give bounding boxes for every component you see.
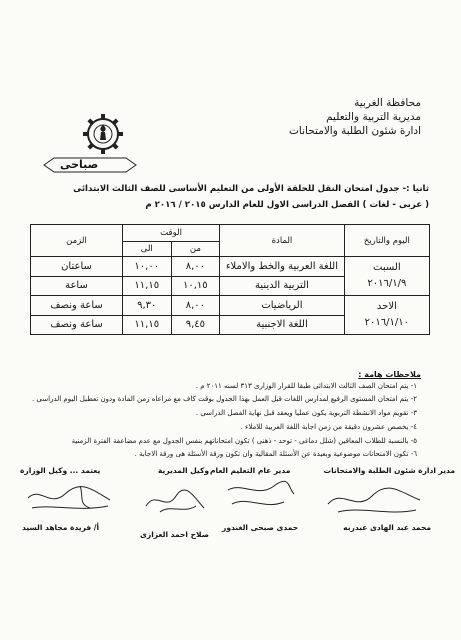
from-cell: ١٠,١٥ [171,276,220,296]
day-name: السبت [373,262,401,273]
note-item: ٦- تكون الامتحانات موضوعية وبعيدة عن الأسئلة المقالية وان تكون ورقة الأسئلة هى ورقة الاجابة . [134,450,417,458]
student-affairs-director-title: مدير ادارة شئون الطلبة والامتحانات [323,466,455,475]
directorate-deputy-title: وكيل المديرية [158,466,209,475]
session-label: صباحى [60,158,99,171]
table-row [31,257,430,277]
note-item: ٤- يخصص عشرون دقيقة من زمن اجابة اللغة العربية للاملاء . [240,423,417,431]
day-date: ٢٠١٦/١/٩ [367,278,407,289]
notes-title: ملاحظات هامة : [358,370,421,379]
duration-cell: ساعتان [31,257,123,277]
duration-cell: ساعة ونصف [31,296,123,316]
note-item: ٣- تقويم مواد الانشطة التربوية يكون عمليا ويعقد قبل نهاية الفصل الدراسى . [195,409,417,417]
governorate-label: محافظة الغربية [354,97,421,109]
note-item: ٥- بالنسبة للطلاب المعاقين (شلل دماغى - توحد - ذهنى ) تكون امتحاناتهم بنفس الجدول مع عدم مضاعفة الفترة الزمنية [71,437,417,445]
directorate-deputy-signature-icon [140,482,210,522]
student-affairs-director-signature-icon [320,478,430,526]
duration-cell: ساعة ونصف [31,315,123,335]
to-cell: ١١,١٥ [122,276,171,296]
to-cell: ٩,٣٠ [122,296,171,316]
day-date: ٢٠١٦/١/١٠ [364,317,410,328]
department-label: ادارة شئون الطلبة والامتحانات [289,125,421,137]
subject-cell: الرياضيات [220,296,345,316]
deputy-minister-signature-icon [20,478,120,528]
deputy-minister-title: يعتمد ... وكيل الوزارة [20,466,101,475]
directorate-deputy-name: صلاح احمد العزازى [140,530,209,539]
student-affairs-director-name: محمد عبد الهادى عبدربه [343,523,431,532]
from-cell: ٨,٠٠ [171,257,220,277]
header-duration: الزمن [31,225,123,257]
header-to: الى [122,242,171,257]
general-education-director-name: حمدى صبحى الغندور [222,523,299,532]
subject-cell: اللغة العربية والخط والاملاء [220,257,345,277]
to-cell: ١١,١٥ [122,315,171,335]
subject-cell: التربية الدينية [220,276,345,296]
schedule-subtitle: ( عربى - لغات ) الفصل الدراسى الاول للعام الدارس ٢٠١٥ / ٢٠١٦ م [145,200,429,210]
header-time: الوقت [122,225,219,242]
day-name: الاحد [376,301,397,312]
deputy-minister-name: أ/ فريدة مجاهد السيد [22,523,100,532]
general-education-director-signature-icon [218,476,298,520]
directorate-logo [70,112,136,162]
note-item: ٢- يتم امتحان المستوى الرفيع لمدارس اللغات قبل العمل بهذا الجدول بوقت كاف مع مراعاه زمن المادة ودون تعطيل اليوم الدراسى . [31,395,417,403]
from-cell: ٩,٤٥ [171,315,220,335]
gear-emblem-icon [70,112,136,158]
from-cell: ٨,٠٠ [171,296,220,316]
subject-cell: اللغة الاجنبية [220,315,345,335]
table-row [31,296,430,316]
schedule-title: ثانيا :- جدول امتحان النقل للحلقة الأولى من التعليم الأساسى للصف الثالث الابتدائى [73,184,429,194]
day-date-cell [344,296,429,335]
general-education-director-title: مدير عام التعليم العام [210,466,291,475]
header-day-date: اليوم والتاريخ [344,225,429,257]
day-date-cell [344,257,429,296]
session-frame-icon [40,156,140,174]
to-cell: ١٠,٠٠ [122,257,171,277]
header-subject: المادة [220,225,345,257]
directorate-label: مديرية التربية والتعليم [326,111,421,123]
header-from: من [171,242,220,257]
note-item: ١- يتم امتحان الصف الثالث الابتدائى طبقا للقرار الوزارى ٣١٣ لسنه ٢٠١١ م . [195,382,417,390]
duration-cell: ساعة [31,276,123,296]
exam-schedule-table [30,224,430,335]
